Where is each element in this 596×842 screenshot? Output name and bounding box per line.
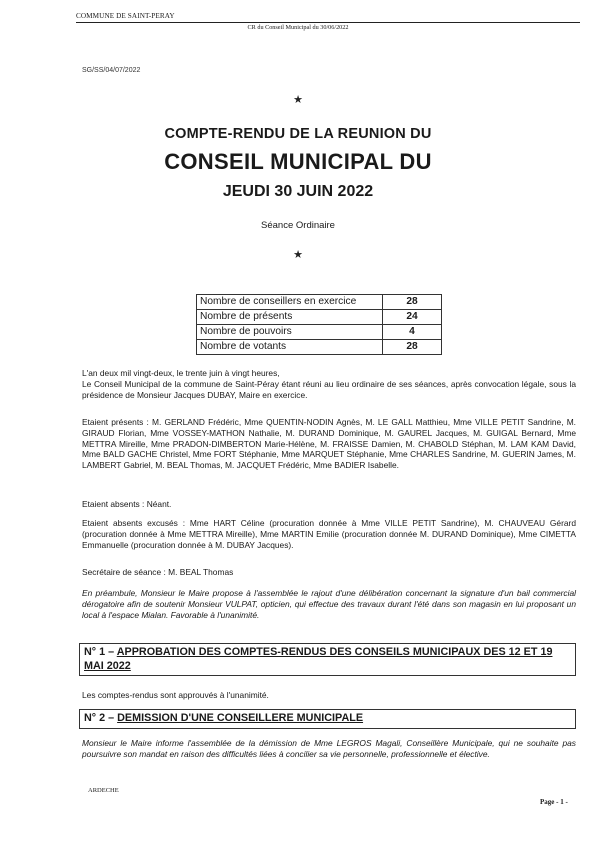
stat-label: Nombre de conseillers en exercice [197,295,383,310]
table-row [197,340,442,355]
presents-paragraph: Etaient présents : M. GERLAND Frédéric, Mme QUENTIN-NODIN Agnès, M. LE GALL Matthieu, Mme VILLE PETIT Sandrine, M. GIRAUD Florian, Mme VOSSEY-MATHON Nathalie, M. DURAND Dominique, M. GAUREL Jacques, M. GUIGAL Bernard, Mme METTRA Mireille, Mme PRADON-DIMBERTON Marie-Hélène, M. FRAISSE Damien, M. CHABOLD Stéphan, M. LAM KAM David, Mme BALD GACHE Christel, Mme FORT Stéphanie, Mme MARQUET Stéphanie, Mme CHARLES Sandrine, M. GUERIN James, M. LAMBERT Gabriel, M. BEAL Thomas, M. JACQUET Frédéric, Mme BADIER Isabelle. [82,417,576,471]
attendance-table [196,294,442,355]
table-row [197,295,442,310]
footer-department: ARDECHE [88,787,119,794]
header-rule [76,22,580,23]
stat-value: 28 [383,340,442,355]
title-line-1: COMPTE-RENDU DE LA REUNION DU [164,126,432,142]
stat-label: Nombre de présents [197,310,383,325]
excuses-paragraph: Etaient absents excusés : Mme HART Céline (procuration donnée à Mme VILLE PETIT Sandrine), M. CHAUVEAU Gérard (procuration donnée à Mme METTRA Mireille), Mme MARTIN Emilie (procuration donnée M. DURAND Dominique), Mme CIMETTA Emmanuelle (procuration donnée à M. DUBAY Jacques). [82,518,576,550]
intro-convocation: Le Conseil Municipal de la commune de Saint-Péray étant réuni au lieu ordinaire de ses séances, après convocation légale, sous la présidence de Monsieur Jacques DUBAY, Maire en exercice. [82,378,576,400]
section-1-number: N° 1 – [84,646,115,658]
section-2-text: Monsieur le Maire informe l'assemblée de la démission de Mme LEGROS Magali, Conseillère Municipale, qui ne souhaite pas poursuivre son mandat en raison des difficultés liées à concilier sa vie personnelle, professionnelle et élective. [82,738,576,759]
stat-label: Nombre de votants [197,340,383,355]
stat-value: 24 [383,310,442,325]
star-ornament-bottom: ★ [293,249,303,261]
title-line-3: JEUDI 30 JUIN 2022 [222,183,374,200]
section-2-heading [79,709,576,729]
table-row [197,310,442,325]
preamble-paragraph: En préambule, Monsieur le Maire propose à l'assemblée le rajout d'une délibération concernant la signature d'un bail commercial dérogatoire afin de soutenir Monsieur VULPAT, opticien, qui effectue des travaux durant l'été dans son magasin en lui proposant un local à l'espace Mialan. Favorable à l'unanimité. [82,588,576,620]
secretary-line: Secrétaire de séance : M. BEAL Thomas [82,567,234,577]
stat-value: 28 [383,295,442,310]
intro-paragraph [82,368,576,400]
header-doc-title: CR du Conseil Municipal du 30/06/2022 [247,24,349,31]
section-1-heading [79,643,576,676]
stat-value: 4 [383,325,442,340]
absents-paragraph: Etaient absents : Néant. [82,499,172,509]
page-number: Page - 1 - [540,798,568,806]
header-commune: COMMUNE DE SAINT-PERAY [76,12,175,20]
section-2-title: DEMISSION D'UNE CONSEILLERE MUNICIPALE [117,712,364,724]
stat-label: Nombre de pouvoirs [197,325,383,340]
section-2-number: N° 2 – [84,712,115,724]
title-line-2: CONSEIL MUNICIPAL DU [164,149,432,174]
document-reference: SG/SS/04/07/2022 [82,67,141,74]
intro-date-line: L'an deux mil vingt-deux, le trente juin à vingt heures, [82,368,280,378]
section-1-title: APPROBATION DES COMPTES-RENDUS DES CONSEILS MUNICIPAUX DES 12 ET 19 MAI 2022 [84,646,553,672]
table-row [197,325,442,340]
session-type: Séance Ordinaire [261,220,335,231]
star-ornament-top: ★ [293,94,303,106]
section-1-text: Les comptes-rendus sont approuvés à l'unanimité. [82,690,269,700]
